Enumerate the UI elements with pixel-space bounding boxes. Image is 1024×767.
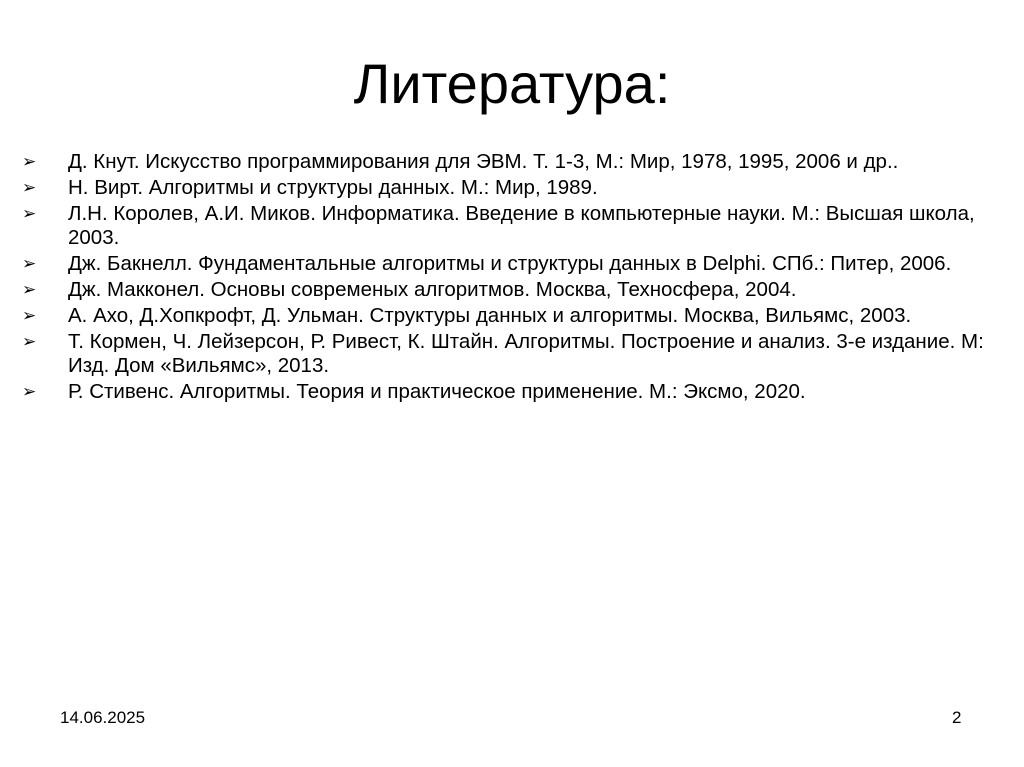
reference-item xyxy=(22,150,1012,174)
arrowhead-bullet-icon: ➢ xyxy=(22,152,37,171)
page-number: 2 xyxy=(952,708,962,727)
reference-list xyxy=(22,150,1012,406)
arrowhead-bullet-icon: ➢ xyxy=(22,204,37,223)
arrowhead-bullet-icon: ➢ xyxy=(22,280,37,299)
arrowhead-bullet-icon: ➢ xyxy=(22,306,37,325)
reference-item xyxy=(22,202,1012,250)
slide-title: Литература: xyxy=(353,52,671,115)
reference-text: Р. Стивенс. Алгоритмы. Теория и практическое применение. М.: Эксмо, 2020. xyxy=(68,380,806,403)
arrowhead-bullet-icon: ➢ xyxy=(22,178,37,197)
reference-item xyxy=(22,176,1012,200)
reference-item xyxy=(22,330,1012,378)
reference-item xyxy=(22,252,1012,276)
arrowhead-bullet-icon: ➢ xyxy=(22,332,37,351)
reference-item xyxy=(22,304,1012,328)
arrowhead-bullet-icon: ➢ xyxy=(22,382,37,401)
reference-text: Дж. Бакнелл. Фундаментальные алгоритмы и структуры данных в Delphi. СПб.: Питер, 2006. xyxy=(68,252,952,275)
reference-text: Л.Н. Королев, А.И. Миков. Информатика. Введение в компьютерные науки. М.: Высшая школа, 2003. xyxy=(68,202,975,249)
arrowhead-bullet-icon: ➢ xyxy=(22,254,37,273)
reference-text: А. Ахо, Д.Хопкрофт, Д. Ульман. Структуры данных и алгоритмы. Москва, Вильямс, 2003. xyxy=(68,304,912,327)
reference-text: Н. Вирт. Алгоритмы и структуры данных. М.: Мир, 1989. xyxy=(68,176,598,199)
reference-text: Т. Кормен, Ч. Лейзерсон, Р. Ривест, К. Штайн. Алгоритмы. Построение и анализ. 3-е издание. М: Изд. Дом «Вильямс», 2013. xyxy=(68,330,984,377)
reference-item xyxy=(22,278,1012,302)
reference-text: Д. Кнут. Искусство программирования для ЭВМ. Т. 1-3, М.: Мир, 1978, 1995, 2006 и др.. xyxy=(68,150,899,173)
footer-date: 14.06.2025 xyxy=(60,708,146,727)
reference-text: Дж. Макконел. Основы современых алгоритмов. Москва, Техносфера, 2004. xyxy=(68,278,797,301)
reference-item xyxy=(22,380,1012,404)
